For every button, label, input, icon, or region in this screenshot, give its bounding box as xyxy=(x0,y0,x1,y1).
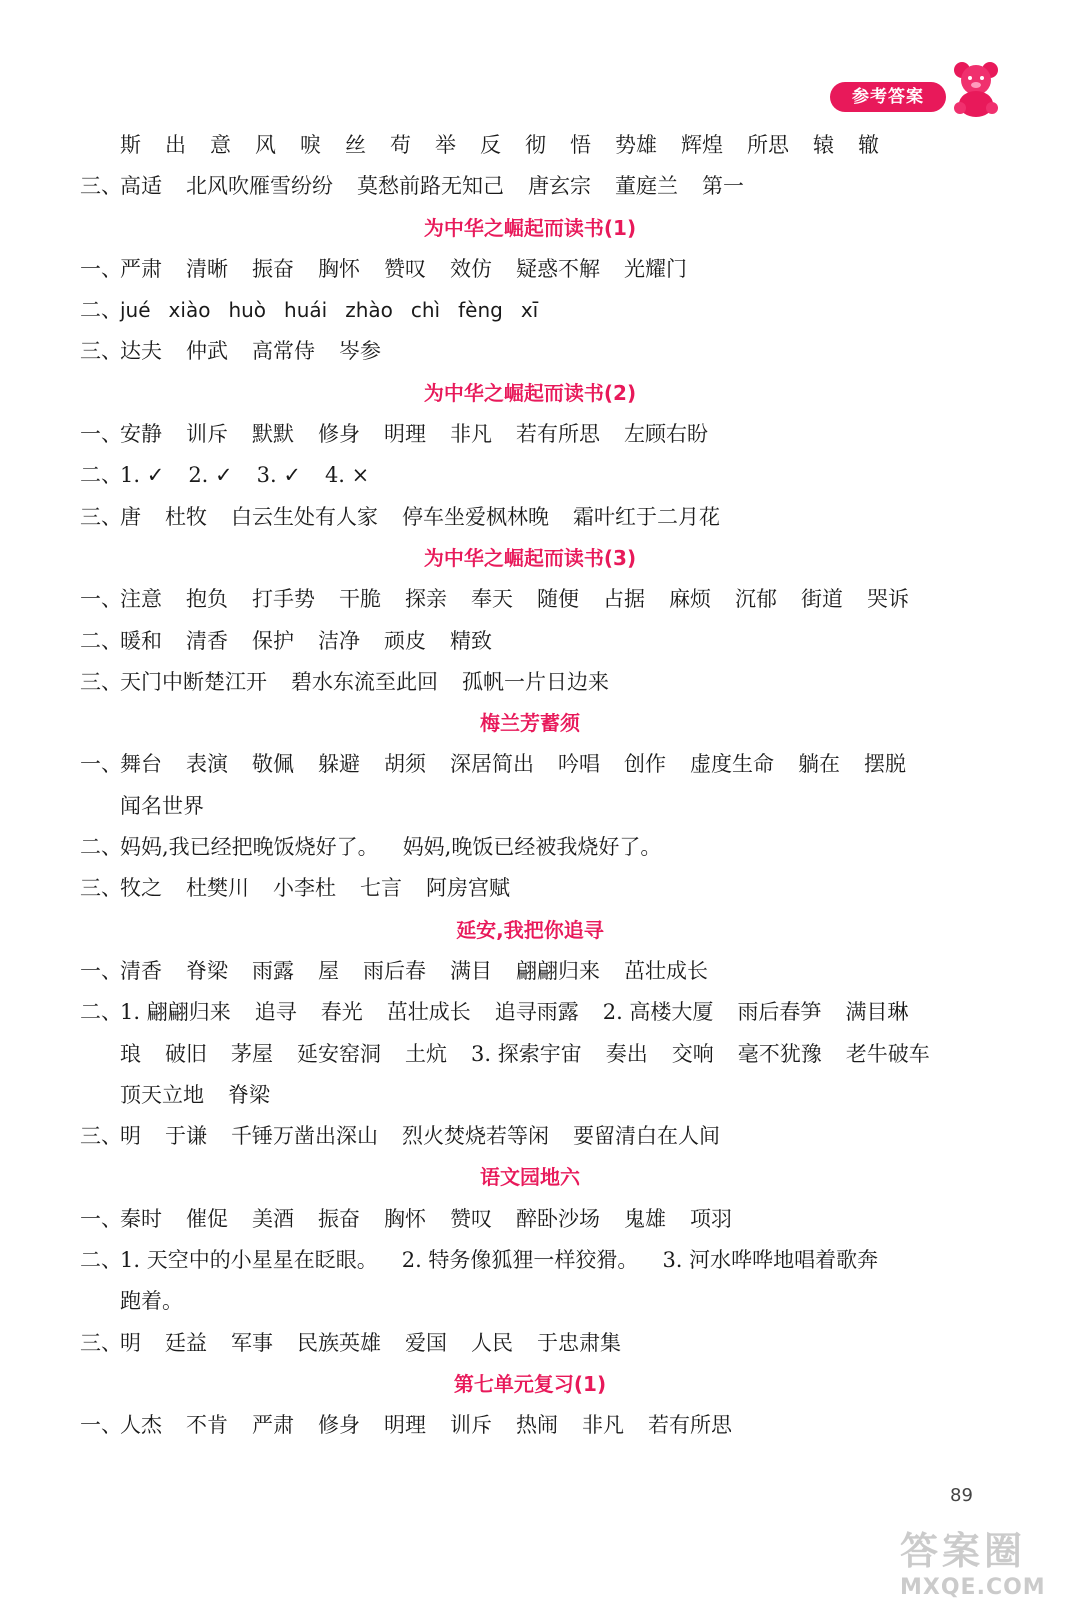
answer-item: 反 xyxy=(480,133,501,157)
page-number: 89 xyxy=(950,1485,973,1506)
answer-item: 杜樊川 xyxy=(186,876,249,901)
answer-item: 追寻雨露 xyxy=(494,1000,579,1025)
answer-item: 辙 xyxy=(858,133,879,157)
answer-item: 占据 xyxy=(603,587,645,612)
answer-item: 追寻 xyxy=(254,1000,297,1025)
answer-line xyxy=(80,331,980,372)
answer-item: 胡须 xyxy=(384,752,426,777)
question-number: 二、 xyxy=(80,1248,122,1273)
answer-item: 满目 xyxy=(450,958,492,983)
answer-line xyxy=(80,1199,980,1240)
answer-item: 3. 河水哗哗地唱着歌奔 xyxy=(662,1248,879,1273)
answer-item: xī xyxy=(520,298,539,323)
answer-item: 顽皮 xyxy=(384,628,426,653)
answer-item: 严肃 xyxy=(120,256,162,281)
answer-item: 霜叶红于二月花 xyxy=(573,504,720,529)
answer-item: 躺在 xyxy=(798,752,840,777)
answer-item: 土炕 xyxy=(405,1041,447,1066)
question-number: 二、 xyxy=(80,628,122,653)
answer-line xyxy=(80,1405,980,1446)
answer-item: 修身 xyxy=(318,1413,360,1438)
answer-item: 安静 xyxy=(120,422,162,447)
answer-item: 若有所思 xyxy=(516,422,600,447)
question-number: 三、 xyxy=(80,504,122,529)
section-heading: 语文园地六 xyxy=(480,1165,580,1190)
answer-item: 胸怀 xyxy=(384,1206,426,1231)
question-number: 二、 xyxy=(80,463,122,488)
answer-item: 军事 xyxy=(231,1330,273,1355)
answer-item: 1. ✓ xyxy=(120,463,165,488)
section-heading: 为中华之崛起而读书(1) xyxy=(423,215,637,240)
question-number: 一、 xyxy=(80,1206,122,1231)
answer-item: 暖和 xyxy=(120,628,162,653)
answer-item: 2. 高楼大厦 xyxy=(602,1000,714,1025)
answer-item: 势雄 xyxy=(615,133,657,157)
answer-item: 第一 xyxy=(702,174,744,199)
answer-item: 醉卧沙场 xyxy=(516,1206,600,1231)
watermark-line-2: MXQE.COM xyxy=(900,1575,1046,1600)
question-number: 三、 xyxy=(80,876,122,901)
answer-line xyxy=(80,249,980,290)
answer-item: chì xyxy=(410,298,441,323)
answer-item: 妈妈,我已经把晚饭烧好了。 xyxy=(120,835,379,860)
answer-item: 若有所思 xyxy=(648,1413,732,1438)
answer-line xyxy=(80,290,980,331)
question-number: 二、 xyxy=(80,1000,122,1025)
answer-item: 白云生处有人家 xyxy=(231,504,378,529)
answer-item: 天门中断楚江开 xyxy=(120,669,267,694)
answer-item: 表演 xyxy=(186,752,228,777)
answer-line xyxy=(80,455,980,496)
answer-item: 舞台 xyxy=(120,752,162,777)
answer-item: 七言 xyxy=(360,876,402,901)
answer-item: 茁壮成长 xyxy=(624,958,708,983)
answer-item: 交响 xyxy=(671,1041,714,1066)
question-number: 一、 xyxy=(80,422,122,447)
answer-item: 振奋 xyxy=(252,256,294,281)
question-number: 一、 xyxy=(80,256,122,281)
answer-item: 哭诉 xyxy=(867,587,909,612)
answer-item: 雨露 xyxy=(252,958,294,983)
answer-item: 秦时 xyxy=(120,1206,162,1231)
answer-item: 翩翩归来 xyxy=(516,958,600,983)
answer-item: 吟唱 xyxy=(558,752,600,777)
answer-item: 杜牧 xyxy=(165,504,207,529)
answer-item: 打手势 xyxy=(252,587,315,612)
question-number: 一、 xyxy=(80,587,122,612)
answer-item: 项羽 xyxy=(690,1206,732,1231)
answer-item: 满目琳 xyxy=(845,1000,909,1025)
answer-item: 岑参 xyxy=(339,339,381,364)
answer-item: 不肯 xyxy=(186,1413,228,1438)
answer-item: 默默 xyxy=(252,422,294,447)
question-number: 一、 xyxy=(80,958,122,983)
answer-item: 孤帆一片日边来 xyxy=(462,669,609,694)
watermark-line-1: 答案圈 xyxy=(900,1529,1027,1573)
answer-badge: 参考答案 xyxy=(830,82,946,112)
answer-item: 苟 xyxy=(390,133,411,157)
question-number: 一、 xyxy=(80,1413,122,1438)
answer-item: 破旧 xyxy=(165,1041,207,1066)
answer-item: 注意 xyxy=(120,587,162,612)
answer-item: 2. 特务像狐狸一样狡猾。 xyxy=(401,1248,639,1273)
answer-item: 左顾右盼 xyxy=(624,422,708,447)
answer-item: 赞叹 xyxy=(450,1206,492,1231)
answer-item: 琅 xyxy=(120,1041,141,1066)
answer-item: 延安窑洞 xyxy=(297,1041,381,1066)
answer-line xyxy=(80,827,980,868)
answer-item: 民族英雄 xyxy=(297,1330,381,1355)
answer-item: jué xyxy=(120,298,151,323)
answer-item: 老牛破车 xyxy=(845,1041,930,1066)
answer-line xyxy=(80,166,980,207)
answer-item: 人民 xyxy=(471,1330,513,1355)
answer-item: huò xyxy=(228,298,267,323)
answer-item: 虚度生命 xyxy=(690,752,774,777)
answer-item: 抱负 xyxy=(186,587,228,612)
answer-item: 烈火焚烧若等闲 xyxy=(402,1124,549,1149)
bear-icon xyxy=(950,60,1002,118)
answer-item: 3. 探索宇宙 xyxy=(471,1041,582,1066)
answer-item: 2. ✓ xyxy=(188,463,233,488)
answer-item: 唐 xyxy=(120,504,141,529)
answer-item: 明 xyxy=(120,1330,141,1355)
answer-item: 鬼雄 xyxy=(624,1206,666,1231)
answer-item: 廷益 xyxy=(165,1330,207,1355)
answer-item: zhào xyxy=(345,298,393,323)
answer-item: 牧之 xyxy=(120,876,162,901)
answer-item: 茁壮成长 xyxy=(386,1000,471,1025)
answer-item: 创作 xyxy=(624,752,666,777)
answer-item: 丝 xyxy=(345,133,366,157)
answer-item: 街道 xyxy=(801,587,843,612)
answer-item: 4. × xyxy=(324,463,370,488)
answer-item: 辕 xyxy=(813,133,834,157)
answer-line-continued xyxy=(80,786,980,827)
answer-item: 修身 xyxy=(318,422,360,447)
answer-item: 3. ✓ xyxy=(256,463,301,488)
answer-item: 碧水东流至此回 xyxy=(291,669,438,694)
answer-item: 爱国 xyxy=(405,1330,447,1355)
answer-line xyxy=(80,414,980,455)
question-number: 三、 xyxy=(80,174,122,199)
section-heading: 延安,我把你追寻 xyxy=(456,917,604,942)
answer-line-continued xyxy=(80,125,980,166)
answer-item: 高常侍 xyxy=(252,339,315,364)
answer-item: 探亲 xyxy=(405,587,447,612)
answer-item: 雨后春 xyxy=(363,958,426,983)
answer-item: 赞叹 xyxy=(384,256,426,281)
answer-item: 1. 翩翩归来 xyxy=(120,1000,231,1025)
answer-item: 仲武 xyxy=(186,339,228,364)
section-heading: 为中华之崛起而读书(2) xyxy=(423,380,637,405)
answer-line xyxy=(80,1240,980,1281)
answer-item: 躲避 xyxy=(318,752,360,777)
question-number: 三、 xyxy=(80,1330,122,1355)
answer-item: 疑惑不解 xyxy=(516,256,600,281)
answer-item: 明理 xyxy=(384,1413,426,1438)
answer-item: 沉郁 xyxy=(735,587,777,612)
answer-item: 保护 xyxy=(252,628,294,653)
answer-item: 训斥 xyxy=(186,422,228,447)
answer-item: 要留清白在人间 xyxy=(573,1124,720,1149)
section-heading: 为中华之崛起而读书(3) xyxy=(423,545,637,570)
answer-item: 雨后春笋 xyxy=(737,1000,822,1025)
answer-content xyxy=(80,125,980,1447)
answer-item: 非凡 xyxy=(582,1413,624,1438)
answer-line xyxy=(80,1116,980,1157)
answer-item: 敬佩 xyxy=(252,752,294,777)
answer-item: 毫不犹豫 xyxy=(737,1041,822,1066)
answer-item: 热闹 xyxy=(516,1413,558,1438)
answer-item: 清香 xyxy=(186,628,228,653)
answer-item: 莫愁前路无知己 xyxy=(357,174,504,199)
question-number: 二、 xyxy=(80,835,122,860)
answer-item: 屋 xyxy=(318,958,339,983)
answer-item: 胸怀 xyxy=(318,256,360,281)
answer-item: 停车坐爱枫林晚 xyxy=(402,504,549,529)
answer-item: 举 xyxy=(435,133,456,157)
answer-item: xiào xyxy=(168,298,211,323)
answer-item: 小李杜 xyxy=(273,876,336,901)
question-number: 二、 xyxy=(80,298,122,323)
answer-item: 风 xyxy=(255,133,276,157)
answer-item: 光耀门 xyxy=(624,256,687,281)
answer-item: 明理 xyxy=(384,422,426,447)
answer-item: 明 xyxy=(120,1124,141,1149)
answer-item: 非凡 xyxy=(450,422,492,447)
answer-item: 达夫 xyxy=(120,339,162,364)
answer-item: fèng xyxy=(458,298,503,323)
answer-item: 董庭兰 xyxy=(615,174,678,199)
answer-item: 于谦 xyxy=(165,1124,207,1149)
answer-item: 出 xyxy=(165,133,186,157)
answer-item: 美酒 xyxy=(252,1206,294,1231)
answer-item: 振奋 xyxy=(318,1206,360,1231)
answer-item: 阿房宫赋 xyxy=(426,876,510,901)
answer-item: 唐玄宗 xyxy=(528,174,591,199)
answer-item: 洁净 xyxy=(318,628,360,653)
answer-item: 清香 xyxy=(120,958,162,983)
answer-line xyxy=(80,662,980,703)
answer-line xyxy=(80,579,980,620)
answer-item: 悟 xyxy=(570,133,591,157)
answer-item: 千锤万凿出深山 xyxy=(231,1124,378,1149)
answer-item: 闻名世界 xyxy=(120,793,204,818)
answer-item: 辉煌 xyxy=(681,133,723,157)
section-heading: 梅兰芳蓄须 xyxy=(480,711,580,736)
question-number: 三、 xyxy=(80,1124,122,1149)
answer-line-continued xyxy=(80,1075,980,1116)
answer-item: 催促 xyxy=(186,1206,228,1231)
answer-line xyxy=(80,1323,980,1364)
answer-item: 跑着。 xyxy=(120,1289,183,1314)
answer-item: 北风吹雁雪纷纷 xyxy=(186,174,333,199)
answer-item: 脊梁 xyxy=(186,958,228,983)
watermark xyxy=(900,1520,1060,1600)
answer-item: 奉天 xyxy=(471,587,513,612)
question-number: 三、 xyxy=(80,669,122,694)
answer-line xyxy=(80,744,980,785)
answer-item: 训斥 xyxy=(450,1413,492,1438)
answer-line-continued xyxy=(80,1034,980,1075)
answer-item: 春光 xyxy=(320,1000,363,1025)
answer-item: 麻烦 xyxy=(669,587,711,612)
answer-line xyxy=(80,497,980,538)
answer-item: 精致 xyxy=(450,628,492,653)
answer-item: 效仿 xyxy=(450,256,492,281)
answer-item: huái xyxy=(284,298,328,323)
answer-item: 于忠肃集 xyxy=(537,1330,621,1355)
answer-line xyxy=(80,992,980,1033)
answer-item: 妈妈,晚饭已经被我烧好了。 xyxy=(402,835,662,860)
answer-item: 1. 天空中的小星星在眨眼。 xyxy=(120,1248,378,1273)
answer-item: 摆脱 xyxy=(864,752,906,777)
answer-line-continued xyxy=(80,1281,980,1322)
answer-item: 顶天立地 xyxy=(120,1082,204,1107)
answer-item: 奏出 xyxy=(605,1041,648,1066)
answer-item: 深居简出 xyxy=(450,752,534,777)
answer-item: 彻 xyxy=(525,133,546,157)
answer-line xyxy=(80,621,980,662)
answer-item: 茅屋 xyxy=(231,1041,273,1066)
section-heading: 第七单元复习(1) xyxy=(453,1371,607,1396)
question-number: 三、 xyxy=(80,339,122,364)
answer-item: 斯 xyxy=(120,133,141,157)
answer-item: 高适 xyxy=(120,174,162,199)
answer-item: 严肃 xyxy=(252,1413,294,1438)
answer-line xyxy=(80,951,980,992)
answer-item: 随便 xyxy=(537,587,579,612)
answer-item: 人杰 xyxy=(120,1413,162,1438)
answer-item: 所思 xyxy=(747,133,789,157)
answer-line xyxy=(80,868,980,909)
answer-item: 意 xyxy=(210,133,231,157)
question-number: 一、 xyxy=(80,752,122,777)
answer-item: 干脆 xyxy=(339,587,381,612)
answer-item: 唳 xyxy=(300,133,321,157)
answer-item: 脊梁 xyxy=(228,1082,270,1107)
answer-item: 清晰 xyxy=(186,256,228,281)
